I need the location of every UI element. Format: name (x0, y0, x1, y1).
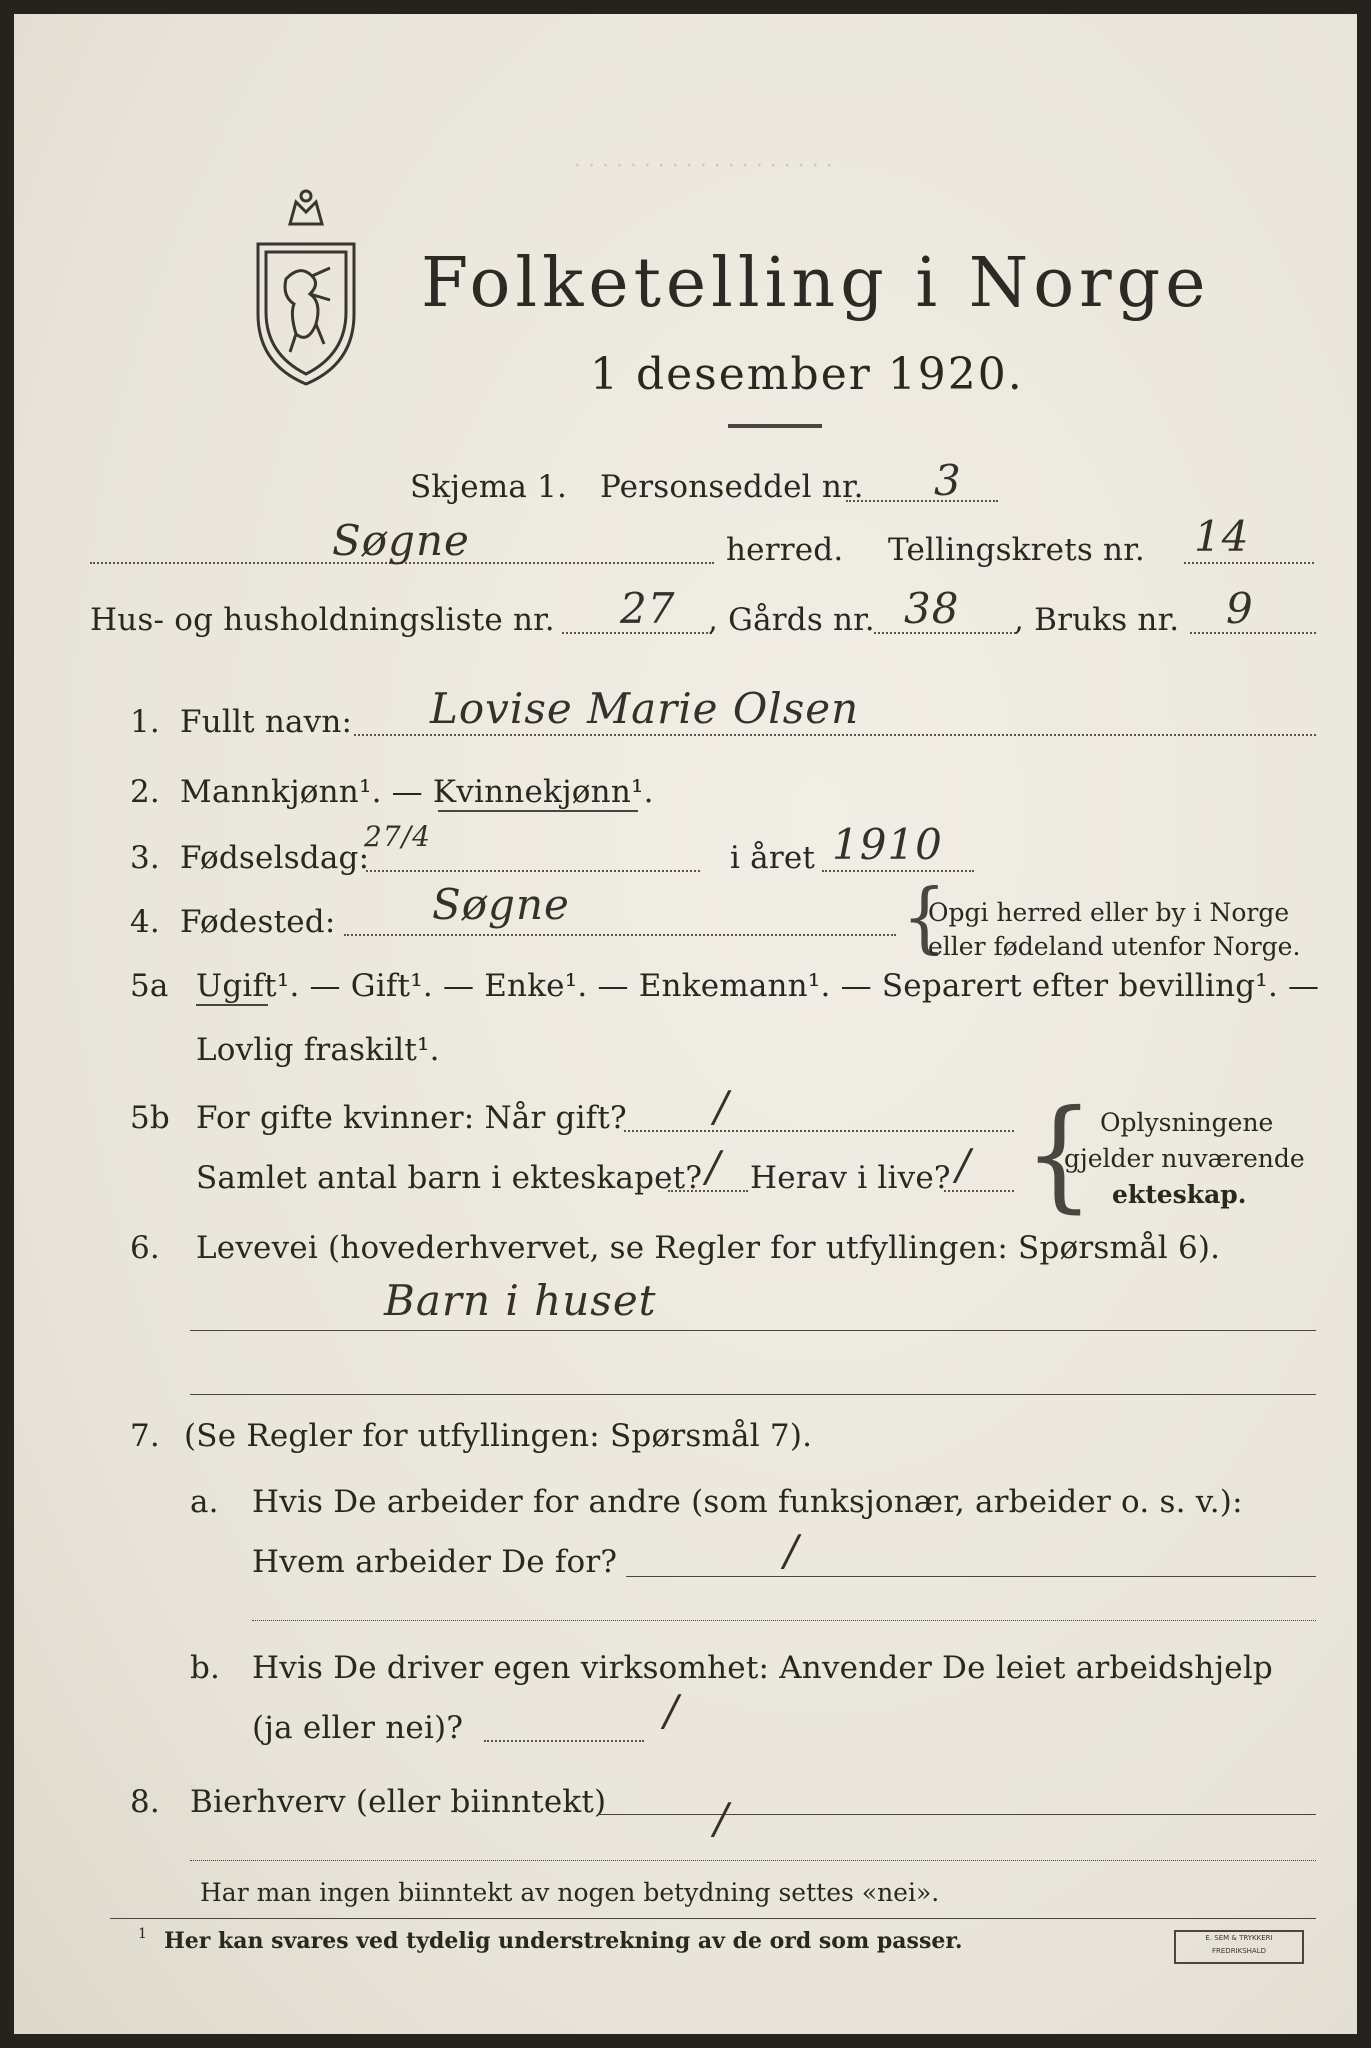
marriage-note-brace: { (1024, 1083, 1094, 1225)
q7a-line2: Hvem arbeider De for? (252, 1544, 618, 1580)
alive-label: Herav i live? (750, 1160, 951, 1196)
q7-number: 7. (130, 1418, 160, 1454)
q7b-line2: (ja eller nei)? (252, 1710, 464, 1746)
q1-label: Fullt navn: (180, 704, 353, 740)
q3-number: 3. (130, 840, 160, 876)
tellingskrets-label: Tellingskrets nr. (888, 532, 1145, 568)
marital-status-options-2[interactable]: Lovlig fraskilt¹. (196, 1032, 440, 1068)
title-divider (728, 424, 822, 428)
birth-year-value[interactable]: 1910 (832, 820, 943, 869)
occupation-line-1 (190, 1330, 1316, 1331)
birthday-value[interactable]: 27/4 (364, 820, 431, 853)
employer-line (626, 1576, 1316, 1577)
full-name-value[interactable]: Lovise Marie Olsen (430, 684, 860, 733)
bruks-label: , Bruks nr. (1014, 602, 1180, 638)
form-title: Folketelling i Norge (421, 244, 1211, 323)
employer-line-2 (252, 1620, 1316, 1621)
birthplace-value[interactable]: Søgne (432, 880, 570, 929)
q1-line (354, 734, 1316, 736)
gender-options[interactable]: Mannkjønn¹. — Kvinnekjønn¹. (180, 774, 654, 810)
q1-number: 1. (130, 704, 160, 740)
q7-label: (Se Regler for utfyllingen: Spørsmål 7). (184, 1418, 813, 1454)
coat-of-arms-icon (250, 184, 362, 389)
footnote-mark: 1 (138, 1926, 147, 1942)
q8-label: Bierhverv (eller biinntekt) (190, 1784, 607, 1820)
printer-stamp (1174, 1930, 1304, 1964)
q7b-letter: b. (190, 1650, 221, 1686)
q2-number: 2. (130, 774, 160, 810)
q6-label: Levevei (hovederhvervet, se Regler for utfyllingen: Spørsmål 6). (196, 1230, 1221, 1266)
hired-help-line (484, 1740, 644, 1742)
children-label: Samlet antal barn i ekteskapet? (196, 1160, 703, 1196)
husliste-value[interactable]: 27 (620, 584, 676, 633)
marriage-note-line2: gjelder nuværende (1064, 1144, 1305, 1173)
personseddel-line (846, 500, 998, 502)
birthplace-line (344, 934, 896, 936)
married-value[interactable]: / (714, 1082, 730, 1131)
birthplace-note-line2: eller fødeland utenfor Norge. (928, 932, 1301, 961)
alive-line (944, 1190, 1014, 1192)
q5a-number: 5a (130, 968, 169, 1004)
q5b-number: 5b (130, 1100, 170, 1136)
children-value[interactable]: / (706, 1142, 722, 1191)
side-income-value[interactable]: / (714, 1794, 730, 1843)
gards-value[interactable]: 38 (904, 584, 960, 633)
married-label: For gifte kvinner: Når gift? (196, 1100, 627, 1136)
printer-stamp-line1: E. SEM & TRYKKERI (1205, 1934, 1273, 1942)
q7a-line1: Hvis De arbeider for andre (som funksjonær, arbeider o. s. v.): (252, 1484, 1243, 1520)
gards-label: , Gårds nr. (708, 602, 875, 638)
marriage-note-line3: ekteskap. (1112, 1180, 1247, 1209)
married-line (624, 1130, 1014, 1132)
census-date: 1 desember 1920. (590, 349, 1024, 400)
side-income-note: Har man ingen biinntekt av nogen betydning settes «nei». (200, 1878, 940, 1907)
marital-status-options[interactable]: Ugift¹. — Gift¹. — Enke¹. — Enkemann¹. — Separert efter bevilling¹. — (196, 968, 1320, 1004)
q7b-line1: Hvis De driver egen virksomhet: Anvender De leiet arbeidshjelp (252, 1650, 1273, 1686)
birthplace-note-brace: { (902, 871, 947, 963)
q8-number: 8. (130, 1784, 160, 1820)
q6-number: 6. (130, 1230, 160, 1266)
q4-number: 4. (130, 904, 160, 940)
occupation-value[interactable]: Barn i huset (384, 1276, 657, 1325)
footnote-text: Her kan svares ved tydelig understrekning av de ord som passer. (164, 1928, 963, 1954)
schema-label: Skjema 1. (410, 469, 568, 505)
birthplace-note-line1: Opgi herred eller by i Norge (928, 898, 1290, 927)
herred-label: herred. (726, 532, 844, 568)
census-form-sheet (14, 14, 1357, 2034)
personseddel-value[interactable]: 3 (934, 456, 962, 505)
birthday-line (366, 870, 700, 872)
printer-stamp-line2: FREDRIKSHALD (1211, 1947, 1266, 1955)
marriage-note-line1: Oplysningene (1100, 1108, 1274, 1137)
alive-value[interactable]: / (956, 1140, 972, 1189)
bruks-value[interactable]: 9 (1226, 584, 1254, 633)
q7a-letter: a. (190, 1484, 219, 1520)
husliste-label: Hus- og husholdningsliste nr. (90, 602, 555, 638)
hired-help-value[interactable]: / (664, 1686, 680, 1735)
side-income-line-2 (190, 1860, 1316, 1861)
q4-label: Fødested: (180, 904, 336, 940)
side-income-line (598, 1814, 1316, 1815)
year-line (822, 870, 974, 872)
occupation-line-2 (190, 1394, 1316, 1395)
q3-label: Fødselsdag: (180, 840, 370, 876)
gender-underline-mark (438, 810, 638, 812)
tellingskrets-value[interactable]: 14 (1194, 512, 1250, 561)
footnote-divider (110, 1918, 1316, 1919)
herred-value[interactable]: Søgne (332, 516, 470, 565)
tellingskrets-line (1184, 562, 1314, 564)
employer-value[interactable]: / (784, 1526, 800, 1575)
personseddel-label: Personseddel nr. (600, 469, 864, 505)
year-label: i året (730, 840, 816, 876)
bleed-through-text: · · · · · · · · · · · · · · · · · · · (574, 154, 833, 179)
marital-underline-mark (196, 1004, 268, 1006)
